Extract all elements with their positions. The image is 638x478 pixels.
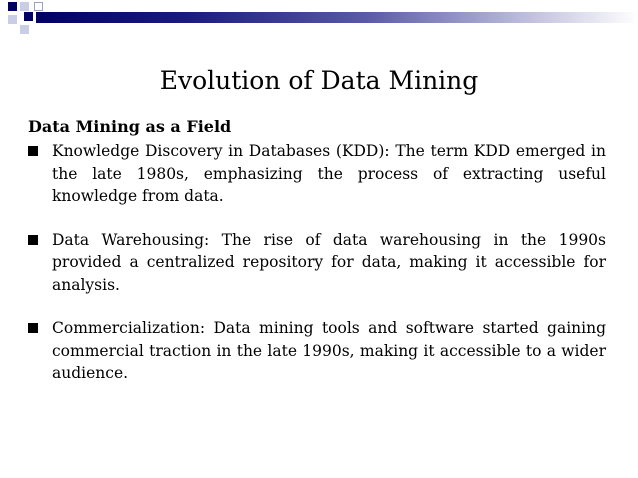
list-item <box>28 140 606 208</box>
decorative-square-icon <box>8 2 17 11</box>
list-item <box>28 229 606 297</box>
slide-title: Evolution of Data Mining <box>159 66 479 95</box>
decorative-square-icon <box>24 12 33 21</box>
section-heading: Data Mining as a Field <box>28 117 232 136</box>
bullet-text: Knowledge Discovery in Databases (KDD): The term KDD emerged in the late 1980s, emphasizing the process of extracting useful knowledge from data. <box>52 142 606 205</box>
bullet-text: Data Warehousing: The rise of data warehousing in the 1990s provided a centralized repository for data, making it accessible for analysis. <box>52 230 606 294</box>
bullet-list <box>28 140 606 406</box>
decorative-square-icon <box>20 25 29 34</box>
square-bullet-icon <box>28 235 38 245</box>
decorative-square-icon <box>8 15 17 24</box>
decorative-square-icon <box>20 2 29 11</box>
gradient-band <box>36 12 638 23</box>
bullet-text: Commercialization: Data mining tools and software started gaining commercial traction in the late 1990s, making it accessible to a wider audience. <box>52 319 606 382</box>
decorative-square-icon <box>34 2 43 11</box>
list-item <box>28 317 606 385</box>
square-bullet-icon <box>28 146 38 156</box>
square-bullet-icon <box>28 323 38 333</box>
